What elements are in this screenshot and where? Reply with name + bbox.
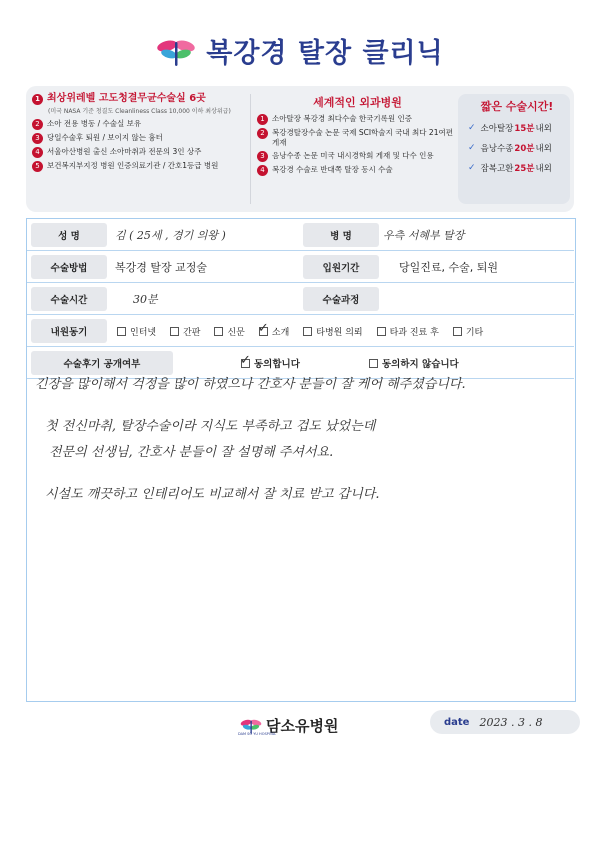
info-column-title: 짧은 수술시간!: [480, 100, 554, 113]
time-label: 수술시간: [31, 287, 107, 311]
motive-option[interactable]: 인터넷: [117, 325, 156, 338]
info-column-time: [458, 94, 570, 204]
form-row-motive: [27, 315, 574, 347]
form-row-name: [27, 219, 574, 251]
info-item: 1 소아탈장 복강경 최다수술 한국기록원 인증: [257, 114, 458, 125]
date-value: 2023 . 3 . 8: [479, 715, 543, 729]
info-item: 3 당일수술후 퇴원 / 보이지 않는 흉터: [32, 133, 252, 144]
check-icon: ✓: [468, 123, 476, 133]
surgery-time-item: ✓ 잠복고환 25분 내외: [468, 163, 552, 174]
comment-line: 시설도 깨끗하고 인테리어도 비교해서 잘 치료 받고 갑니다.: [45, 487, 380, 502]
motive-option[interactable]: 간판: [170, 325, 200, 338]
form-row-method: [27, 251, 574, 283]
hospital-name: 담소유병원: [266, 716, 339, 735]
info-column-facilities: [32, 94, 252, 175]
admission-label: 입원기간: [303, 255, 379, 279]
motive-option[interactable]: 신문: [214, 325, 244, 338]
method-label: 수술방법: [31, 255, 107, 279]
info-item: 5 보건복지부지정 병원 인증의료기관 / 간호1등급 병원: [32, 161, 252, 172]
info-item: 4 복강경 수술로 반대쪽 탈장 동시 수술: [257, 165, 458, 176]
motive-option[interactable]: 타과 진료 후: [377, 325, 439, 338]
date-field: [430, 710, 580, 734]
consent-agree[interactable]: ✓ 동의합니다: [240, 352, 300, 370]
check-icon: ✓: [468, 143, 476, 153]
surgery-time-item: ✓ 소아탈장 15분 내외: [468, 123, 552, 134]
checkbox: [377, 327, 386, 336]
info-column-title: 세계적인 외과병원: [313, 96, 402, 109]
checkbox: [453, 327, 462, 336]
review-form: [26, 218, 576, 702]
surgery-time-item: ✓ 음낭수종 20분 내외: [468, 143, 552, 154]
name-label: 성 명: [31, 223, 107, 247]
checkbox: [117, 327, 126, 336]
comment-line: 긴장을 많이해서 걱정을 많이 하였으나 간호사 분들이 잘 케어 해주셨습니다.: [35, 377, 466, 392]
date-label: date: [444, 716, 470, 728]
name-value: 김 ( 25세 , 경기 의왕 ): [115, 229, 226, 242]
checkbox: [170, 327, 179, 336]
method-value: 복강경 탈장 교정술: [115, 261, 208, 274]
dragonfly-logo-icon: [156, 30, 196, 70]
process-label: 수술과정: [303, 287, 379, 311]
comment-line: 전문의 선생님, 간호사 분들이 잘 설명해 주셔서요.: [49, 445, 334, 460]
checkbox-checked: [257, 320, 269, 336]
info-panel: [26, 86, 574, 212]
check-icon: ✓: [257, 320, 269, 336]
motive-option-selected[interactable]: ✓ 소개: [257, 320, 290, 338]
page-header: [0, 28, 600, 72]
admission-value: 당일진료, 수술, 퇴원: [399, 261, 498, 274]
consent-disagree[interactable]: 동의하지 않습니다: [369, 347, 459, 379]
motive-options: [117, 315, 497, 347]
info-item: 1 최상위레벨 고도청결무균수술실 6곳: [32, 94, 252, 105]
check-icon: ✓: [240, 352, 251, 368]
motive-option[interactable]: 기타: [453, 325, 483, 338]
info-column-surgical: [250, 94, 458, 204]
comment-line: 첫 전신마취, 탈장수술이라 지식도 부족하고 겁도 났었는데: [45, 419, 376, 434]
form-row-time: [27, 283, 574, 315]
info-item: 2 소아 전용 병동 / 수술실 보유: [32, 119, 252, 130]
disease-label: 병 명: [303, 223, 379, 247]
checkbox: [303, 327, 312, 336]
time-value: 30분: [133, 293, 158, 306]
checkbox-checked: [240, 352, 251, 368]
info-item: 4 서울아산병원 출신 소아마취과 전문의 3인 상주: [32, 147, 252, 158]
checkbox: [369, 359, 378, 368]
motive-label: 내원동기: [31, 319, 107, 343]
motive-option[interactable]: 타병원 의뢰: [303, 325, 362, 338]
info-item: 3 음낭수종 논문 미국 내시경학회 게재 및 다수 인용: [257, 151, 458, 162]
consent-label: 수술후기 공개여부: [31, 351, 173, 375]
check-icon: ✓: [468, 163, 476, 173]
disease-value: 우측 서혜부 탈장: [383, 229, 465, 242]
info-item: 2 복강경탈장수술 논문 국제 SCI학술지 국내 최다 21여편 게재: [257, 128, 458, 148]
hospital-logo-text: DAM SO YU HOSPITAL: [238, 732, 277, 736]
info-subnote: (미국 NASA 기준 청결도 Cleanliness Class 10,000 이하 최상위급): [48, 108, 231, 115]
page-title: 복강경 탈장 클리닉: [206, 37, 444, 69]
checkbox: [214, 327, 223, 336]
